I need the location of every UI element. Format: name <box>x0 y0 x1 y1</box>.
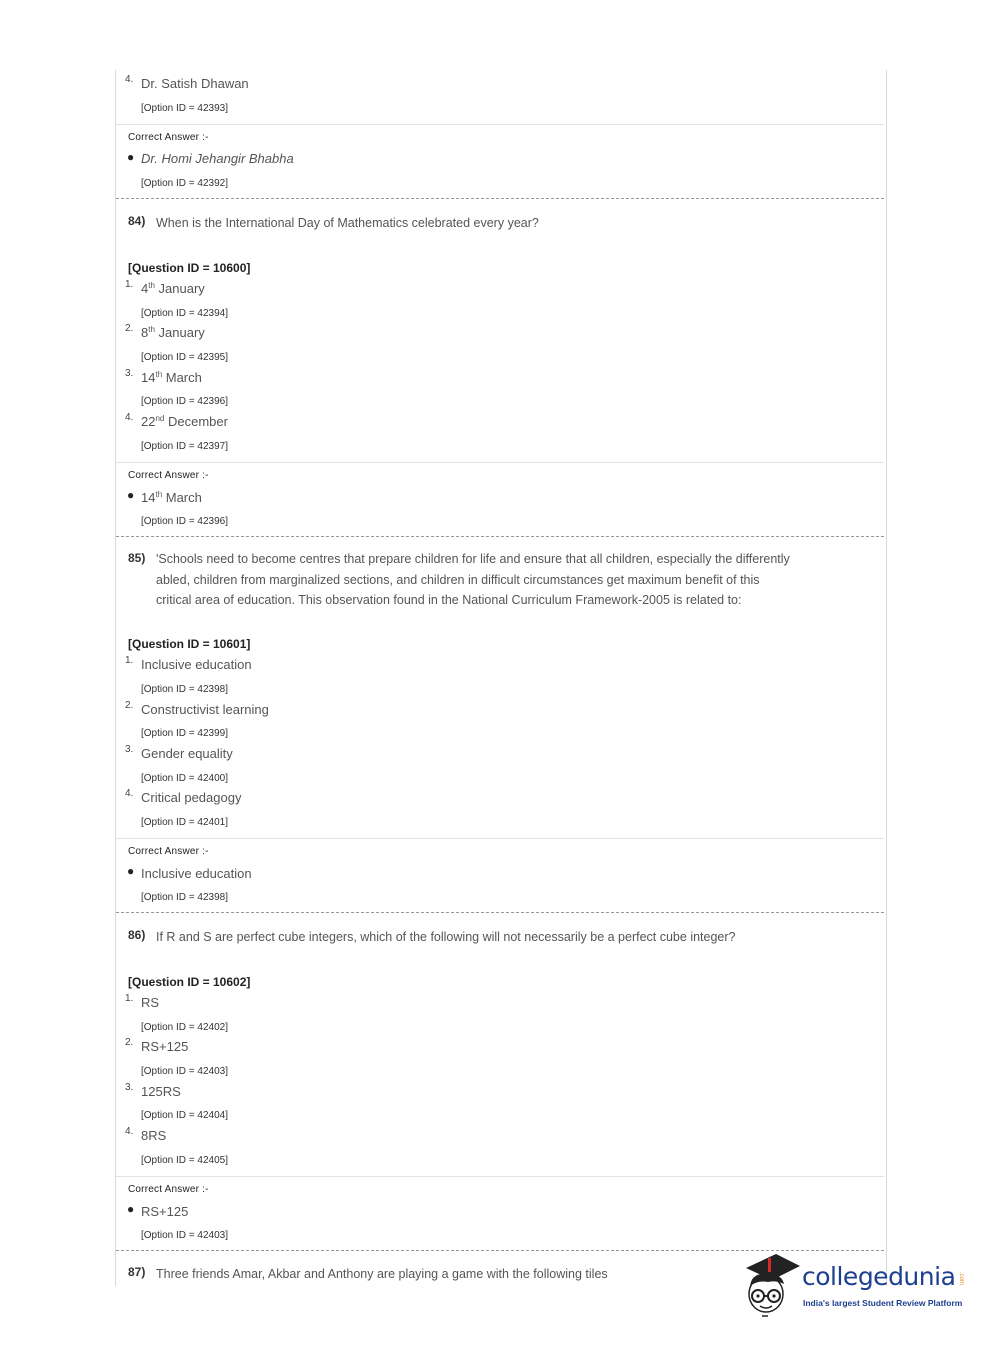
bullet-icon: ● <box>127 150 135 164</box>
page-frame <box>115 70 887 1286</box>
option-text: 8RS <box>141 1128 167 1143</box>
option-id: [Option ID = 42395] <box>141 352 229 363</box>
correct-answer-text: RS+125 <box>141 1204 189 1219</box>
option-number: 3. <box>125 744 134 755</box>
option-text: Dr. Satish Dhawan <box>141 76 249 91</box>
correct-answer-id: [Option ID = 42398] <box>141 892 229 903</box>
option-number: 2. <box>125 1037 134 1048</box>
question-number: 86) <box>128 928 146 942</box>
question-text: If R and S are perfect cube integers, which of the following will not necessarily be a perfect cube integer? <box>156 930 736 944</box>
option-number: 4. <box>125 788 134 799</box>
question-id: [Question ID = 10602] <box>128 975 251 989</box>
option-id: [Option ID = 42399] <box>141 728 229 739</box>
option-text: 22nd December <box>141 414 228 429</box>
question-text <box>156 549 856 611</box>
option-text: RS <box>141 995 160 1010</box>
option-text: 8th January <box>141 325 205 340</box>
option-number: 4. <box>125 412 134 423</box>
divider <box>116 1176 884 1177</box>
mascot-icon <box>742 1250 804 1320</box>
correct-answer-text: Dr. Homi Jehangir Bhabha <box>141 151 294 166</box>
collegedunia-logo <box>742 1250 972 1320</box>
option-id: [Option ID = 42396] <box>141 396 229 407</box>
question-separator <box>116 536 884 537</box>
question-text-line: critical area of education. This observation found in the National Curriculum Framework-2005 is related to: <box>156 593 742 607</box>
question-text-line: abled, children from marginalized sections, and children in difficult circumstances get maximum benefit of this <box>156 572 760 587</box>
question-id: [Question ID = 10601] <box>128 637 251 651</box>
option-number: 3. <box>125 368 134 379</box>
option-number: 2. <box>125 323 134 334</box>
correct-answer-label: Correct Answer :- <box>128 132 209 143</box>
bullet-icon: ● <box>127 488 135 502</box>
question-number: 85) <box>128 551 146 565</box>
question-number: 84) <box>128 214 146 228</box>
option-number: 3. <box>125 1082 134 1093</box>
option-text: 4th January <box>141 281 205 296</box>
option-number: 4. <box>125 1126 134 1137</box>
correct-answer-id: [Option ID = 42396] <box>141 516 229 527</box>
option-number: 1. <box>125 279 134 290</box>
question-text: When is the International Day of Mathematics celebrated every year? <box>156 216 539 230</box>
option-text: Constructivist learning <box>141 702 269 717</box>
logo-tagline: India's largest Student Review Platform <box>803 1298 963 1308</box>
option-text: RS+125 <box>141 1039 189 1054</box>
bullet-icon: ● <box>127 864 135 878</box>
question-separator <box>116 912 884 913</box>
logo-wordmark: collegedunia <box>802 1262 956 1291</box>
option-id: [Option ID = 42402] <box>141 1022 229 1033</box>
option-id: [Option ID = 42403] <box>141 1066 229 1077</box>
option-number: 2. <box>125 700 134 711</box>
option-id: [Option ID = 42398] <box>141 684 229 695</box>
question-number: 87) <box>128 1265 146 1279</box>
correct-answer-id: [Option ID = 42392] <box>141 178 229 189</box>
option-number: 1. <box>125 993 134 1004</box>
option-number: 4. <box>125 74 134 85</box>
option-text: Critical pedagogy <box>141 790 242 805</box>
logo-dotcom: .com <box>958 1272 964 1286</box>
option-id: [Option ID = 42394] <box>141 308 229 319</box>
option-text: 14th March <box>141 370 202 385</box>
correct-answer-id: [Option ID = 42403] <box>141 1230 229 1241</box>
correct-answer-text: 14th March <box>141 490 202 505</box>
question-text: Three friends Amar, Akbar and Anthony are playing a game with the following tiles <box>156 1267 608 1281</box>
bullet-icon: ● <box>127 1202 135 1216</box>
correct-answer-text: Inclusive education <box>141 866 252 881</box>
option-id: [Option ID = 42393] <box>141 103 229 114</box>
question-separator <box>116 198 884 199</box>
correct-answer-label: Correct Answer :- <box>128 470 209 481</box>
option-id: [Option ID = 42404] <box>141 1110 229 1121</box>
option-text: 125RS <box>141 1084 181 1099</box>
option-number: 1. <box>125 655 134 666</box>
option-text: Gender equality <box>141 746 233 761</box>
option-id: [Option ID = 42397] <box>141 441 229 452</box>
divider <box>116 462 884 463</box>
correct-answer-label: Correct Answer :- <box>128 1184 209 1195</box>
question-id: [Question ID = 10600] <box>128 261 251 275</box>
divider <box>116 838 884 839</box>
correct-answer-label: Correct Answer :- <box>128 846 209 857</box>
option-id: [Option ID = 42405] <box>141 1155 229 1166</box>
divider <box>116 124 884 125</box>
option-id: [Option ID = 42400] <box>141 773 229 784</box>
option-id: [Option ID = 42401] <box>141 817 229 828</box>
question-text-line: 'Schools need to become centres that prepare children for life and ensure that all children, especially the differently <box>156 552 790 566</box>
option-text: Inclusive education <box>141 657 252 672</box>
